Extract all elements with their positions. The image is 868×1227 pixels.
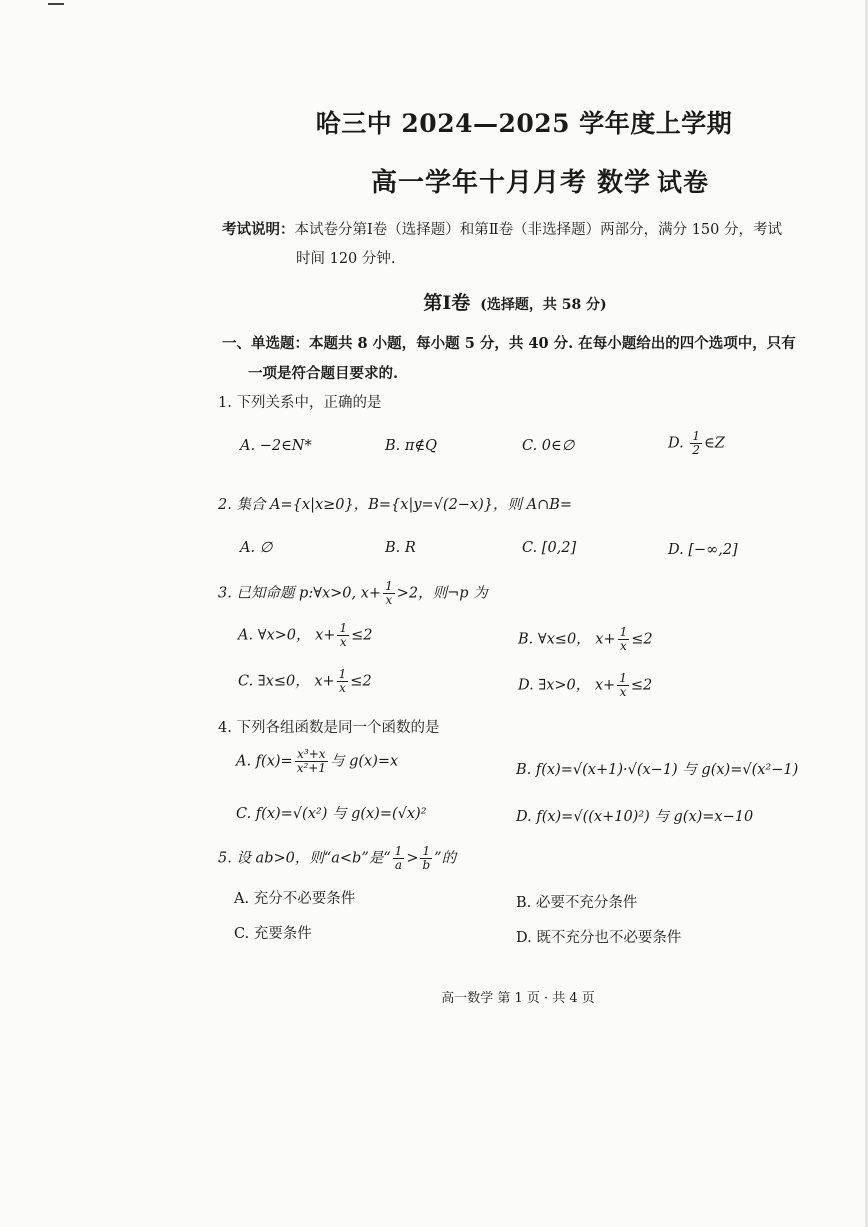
part1-heading [0, 288, 868, 315]
instructions-line1: 本试卷分第Ⅰ卷（选择题）和第Ⅱ卷（非选择题）两部分，满分 150 分，考试 [294, 222, 782, 238]
instructions-label: 考试说明： [222, 221, 295, 238]
q5-option-d: D. 既不充分也不必要条件 [516, 930, 682, 946]
exam-title-main: 高一学年十月月考 数学 [370, 168, 652, 198]
q5-option-b: B. 必要不充分条件 [516, 895, 638, 911]
q3-option-d: D. ∃x>0， x+ $\frac{1}{x}$ ≤2 [518, 671, 653, 699]
q2-option-d: D. [−∞,2] [668, 542, 738, 558]
q1-d-label: D. [668, 435, 684, 452]
q1-option-a: A. −2∈N* [240, 438, 312, 454]
q4-option-b: B. f(x)=√(x+1)·√(x−1) 与 g(x)=√(x²−1) [516, 762, 799, 778]
q4-option-a: A. f(x)= $\frac{\text{x³+x}}{\text{x²+1}}$ 与 g(x)=x [236, 747, 399, 775]
q3-option-c: C. ∃x≤0， x+ $\frac{1}{x}$ ≤2 [238, 667, 372, 695]
q3-option-b: B. ∀x≤0， x+ $\frac{1}{x}$ ≤2 [518, 625, 653, 653]
exam-title-line1: 哈三中 2024—2025 学年度上学期 [315, 109, 733, 138]
q5-stem: 5. 设 ab>0，则“a<b”是“ $\frac{1}{a}$ > $\frac{1}{b}$ ”的 [218, 844, 457, 872]
q4-stem: 4. 下列各组函数是同一个函数的是 [218, 720, 440, 736]
section1-line1: 一、单选题：本题共 8 小题，每小题 5 分，共 40 分. 在每小题给出的四个选项中，只有 [222, 335, 796, 352]
scan-mark [48, 3, 64, 5]
q1-d-tail: ∈Z [703, 435, 725, 452]
q5-option-a: A. 充分不必要条件 [234, 891, 356, 907]
q1-d-fraction: $\frac{1}{2}$ [692, 429, 700, 457]
q2-option-c: C. [0,2] [522, 540, 577, 556]
q1-option-b: B. π∉Q [385, 438, 438, 454]
q5-option-c: C. 充要条件 [234, 926, 312, 942]
q1-stem: 1. 下列关系中，正确的是 [218, 395, 382, 411]
q4-option-c: C. f(x)=√(x²) 与 g(x)=(√x)² [236, 806, 427, 822]
q1-option-d [668, 430, 725, 457]
q3-option-a: A. ∀x>0， x+ $\frac{1}{x}$ ≤2 [238, 621, 373, 649]
exam-title-line2 [0, 162, 868, 199]
q3-stem: 3. 已知命题 p:∀x>0, x+ $\frac{1}{x}$ >2，则¬p 为 [218, 579, 488, 607]
q2-option-b: B. R [385, 540, 416, 556]
section1-line2: 一项是符合题目要求的. [248, 365, 399, 382]
q1-option-c: C. 0∈∅ [522, 438, 575, 454]
exam-title-suffix: 试卷 [657, 168, 710, 197]
q3-stem-fraction: $\frac{1}{x}$ [385, 579, 393, 607]
page-footer: 高一数学 第 1 页 · 共 4 页 [441, 991, 595, 1006]
instructions-line2: 时间 120 分钟. [296, 251, 396, 267]
q2-option-a: A. ∅ [240, 540, 273, 556]
part1-subtitle: (选择题，共 58 分) [480, 297, 607, 313]
q4-option-d: D. f(x)=√((x+10)²) 与 g(x)=x−10 [516, 809, 754, 825]
instructions [222, 218, 782, 239]
q2-stem: 2. 集合 A={x|x≥0}，B={x|y=√(2−x)}，则 A∩B= [218, 497, 573, 513]
part1-title: 第Ⅰ卷 [423, 292, 471, 314]
